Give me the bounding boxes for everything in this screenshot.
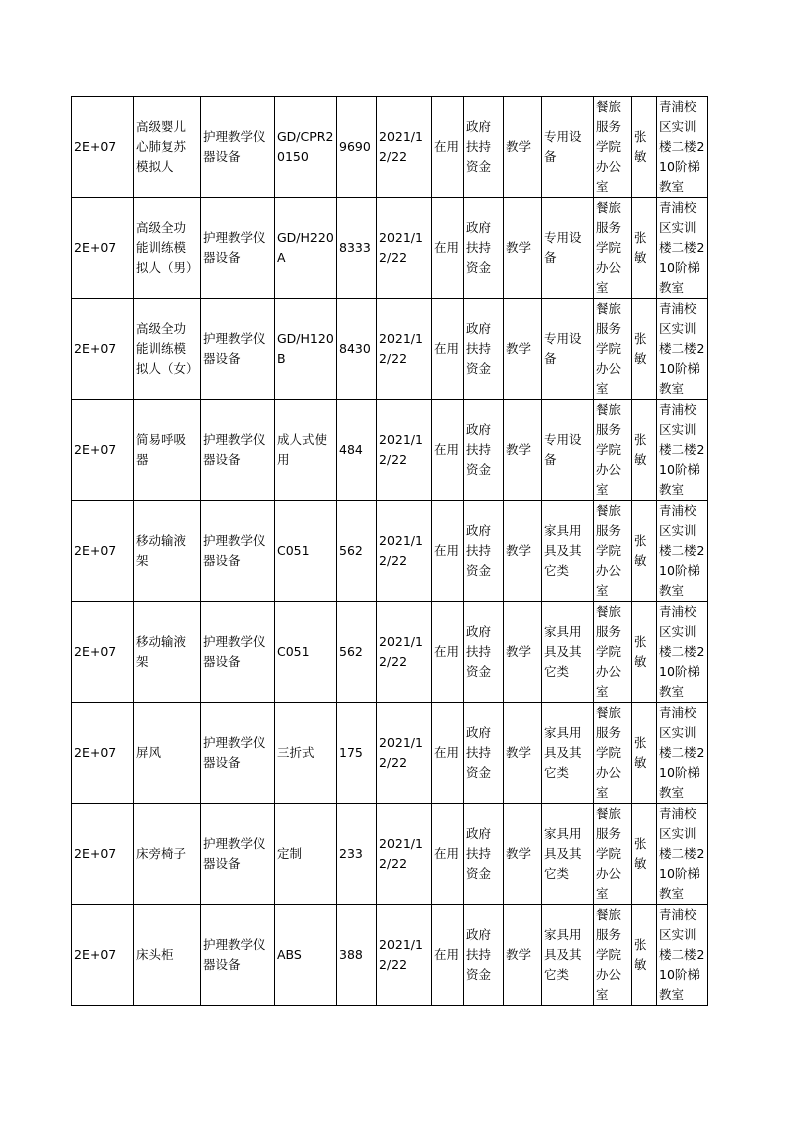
asset-date-cell: 2021/12/22 xyxy=(377,97,432,198)
asset-purpose-cell: 教学 xyxy=(504,501,542,602)
asset-category-cell: 护理教学仪器设备 xyxy=(201,97,275,198)
table-row xyxy=(72,198,708,299)
asset-purpose-cell: 教学 xyxy=(504,703,542,804)
table-row xyxy=(72,905,708,1006)
asset-model-cell: C051 xyxy=(275,602,337,703)
asset-name-cell: 移动输液架 xyxy=(134,602,201,703)
asset-code-cell: 2E+07 xyxy=(72,501,134,602)
asset-funding-cell: 政府扶持资金 xyxy=(464,905,504,1006)
asset-type-cell: 家具用具及其它类 xyxy=(542,703,594,804)
asset-category-cell: 护理教学仪器设备 xyxy=(201,703,275,804)
asset-keeper-cell: 张敏 xyxy=(632,97,657,198)
asset-code-cell: 2E+07 xyxy=(72,400,134,501)
asset-status-cell: 在用 xyxy=(432,804,464,905)
asset-code-cell: 2E+07 xyxy=(72,703,134,804)
asset-price-cell: 175 xyxy=(337,703,377,804)
asset-date-cell: 2021/12/22 xyxy=(377,905,432,1006)
asset-date-cell: 2021/12/22 xyxy=(377,501,432,602)
asset-status-cell: 在用 xyxy=(432,299,464,400)
table-row xyxy=(72,602,708,703)
asset-category-cell: 护理教学仪器设备 xyxy=(201,400,275,501)
asset-name-cell: 床旁椅子 xyxy=(134,804,201,905)
asset-category-cell: 护理教学仪器设备 xyxy=(201,299,275,400)
asset-status-cell: 在用 xyxy=(432,703,464,804)
asset-funding-cell: 政府扶持资金 xyxy=(464,602,504,703)
asset-model-cell: GD/H120B xyxy=(275,299,337,400)
asset-table xyxy=(71,96,708,1006)
asset-dept-cell: 餐旅服务学院办公室 xyxy=(594,703,632,804)
asset-keeper-cell: 张敏 xyxy=(632,804,657,905)
table-row xyxy=(72,299,708,400)
asset-type-cell: 专用设备 xyxy=(542,400,594,501)
asset-dept-cell: 餐旅服务学院办公室 xyxy=(594,602,632,703)
asset-dept-cell: 餐旅服务学院办公室 xyxy=(594,198,632,299)
asset-price-cell: 562 xyxy=(337,602,377,703)
asset-model-cell: GD/H220A xyxy=(275,198,337,299)
asset-model-cell: GD/CPR20150 xyxy=(275,97,337,198)
asset-status-cell: 在用 xyxy=(432,905,464,1006)
asset-price-cell: 484 xyxy=(337,400,377,501)
asset-type-cell: 专用设备 xyxy=(542,97,594,198)
asset-name-cell: 床头柜 xyxy=(134,905,201,1006)
asset-category-cell: 护理教学仪器设备 xyxy=(201,602,275,703)
asset-dept-cell: 餐旅服务学院办公室 xyxy=(594,97,632,198)
asset-location-cell: 青浦校区实训楼二楼210阶梯教室 xyxy=(657,97,708,198)
asset-status-cell: 在用 xyxy=(432,602,464,703)
asset-type-cell: 专用设备 xyxy=(542,198,594,299)
asset-funding-cell: 政府扶持资金 xyxy=(464,299,504,400)
asset-type-cell: 家具用具及其它类 xyxy=(542,905,594,1006)
asset-location-cell: 青浦校区实训楼二楼210阶梯教室 xyxy=(657,501,708,602)
asset-funding-cell: 政府扶持资金 xyxy=(464,198,504,299)
asset-status-cell: 在用 xyxy=(432,97,464,198)
asset-date-cell: 2021/12/22 xyxy=(377,804,432,905)
asset-status-cell: 在用 xyxy=(432,400,464,501)
asset-status-cell: 在用 xyxy=(432,198,464,299)
asset-date-cell: 2021/12/22 xyxy=(377,400,432,501)
asset-code-cell: 2E+07 xyxy=(72,299,134,400)
asset-dept-cell: 餐旅服务学院办公室 xyxy=(594,905,632,1006)
asset-model-cell: 三折式 xyxy=(275,703,337,804)
asset-status-cell: 在用 xyxy=(432,501,464,602)
asset-code-cell: 2E+07 xyxy=(72,804,134,905)
asset-purpose-cell: 教学 xyxy=(504,905,542,1006)
asset-name-cell: 简易呼吸器 xyxy=(134,400,201,501)
asset-keeper-cell: 张敏 xyxy=(632,501,657,602)
asset-name-cell: 高级婴儿心肺复苏模拟人 xyxy=(134,97,201,198)
asset-price-cell: 562 xyxy=(337,501,377,602)
asset-keeper-cell: 张敏 xyxy=(632,198,657,299)
asset-location-cell: 青浦校区实训楼二楼210阶梯教室 xyxy=(657,804,708,905)
asset-purpose-cell: 教学 xyxy=(504,602,542,703)
asset-price-cell: 8430 xyxy=(337,299,377,400)
asset-name-cell: 高级全功能训练模拟人（女） xyxy=(134,299,201,400)
asset-model-cell: ABS xyxy=(275,905,337,1006)
asset-keeper-cell: 张敏 xyxy=(632,703,657,804)
asset-location-cell: 青浦校区实训楼二楼210阶梯教室 xyxy=(657,299,708,400)
asset-category-cell: 护理教学仪器设备 xyxy=(201,804,275,905)
asset-category-cell: 护理教学仪器设备 xyxy=(201,905,275,1006)
table-row xyxy=(72,400,708,501)
asset-type-cell: 家具用具及其它类 xyxy=(542,602,594,703)
asset-name-cell: 移动输液架 xyxy=(134,501,201,602)
asset-price-cell: 8333 xyxy=(337,198,377,299)
table-row xyxy=(72,97,708,198)
asset-location-cell: 青浦校区实训楼二楼210阶梯教室 xyxy=(657,198,708,299)
asset-code-cell: 2E+07 xyxy=(72,602,134,703)
asset-dept-cell: 餐旅服务学院办公室 xyxy=(594,501,632,602)
asset-model-cell: 定制 xyxy=(275,804,337,905)
asset-code-cell: 2E+07 xyxy=(72,97,134,198)
asset-funding-cell: 政府扶持资金 xyxy=(464,703,504,804)
asset-date-cell: 2021/12/22 xyxy=(377,299,432,400)
asset-type-cell: 家具用具及其它类 xyxy=(542,501,594,602)
asset-purpose-cell: 教学 xyxy=(504,804,542,905)
asset-funding-cell: 政府扶持资金 xyxy=(464,501,504,602)
asset-name-cell: 屏风 xyxy=(134,703,201,804)
asset-location-cell: 青浦校区实训楼二楼210阶梯教室 xyxy=(657,400,708,501)
asset-model-cell: C051 xyxy=(275,501,337,602)
asset-price-cell: 233 xyxy=(337,804,377,905)
asset-purpose-cell: 教学 xyxy=(504,198,542,299)
asset-code-cell: 2E+07 xyxy=(72,198,134,299)
asset-name-cell: 高级全功能训练模拟人（男） xyxy=(134,198,201,299)
asset-keeper-cell: 张敏 xyxy=(632,602,657,703)
asset-keeper-cell: 张敏 xyxy=(632,299,657,400)
asset-purpose-cell: 教学 xyxy=(504,400,542,501)
asset-purpose-cell: 教学 xyxy=(504,97,542,198)
asset-dept-cell: 餐旅服务学院办公室 xyxy=(594,400,632,501)
asset-type-cell: 专用设备 xyxy=(542,299,594,400)
asset-funding-cell: 政府扶持资金 xyxy=(464,804,504,905)
asset-keeper-cell: 张敏 xyxy=(632,905,657,1006)
asset-code-cell: 2E+07 xyxy=(72,905,134,1006)
table-row xyxy=(72,804,708,905)
asset-date-cell: 2021/12/22 xyxy=(377,198,432,299)
asset-dept-cell: 餐旅服务学院办公室 xyxy=(594,299,632,400)
asset-keeper-cell: 张敏 xyxy=(632,400,657,501)
asset-location-cell: 青浦校区实训楼二楼210阶梯教室 xyxy=(657,602,708,703)
table-row xyxy=(72,703,708,804)
asset-location-cell: 青浦校区实训楼二楼210阶梯教室 xyxy=(657,905,708,1006)
asset-type-cell: 家具用具及其它类 xyxy=(542,804,594,905)
asset-funding-cell: 政府扶持资金 xyxy=(464,97,504,198)
asset-price-cell: 9690 xyxy=(337,97,377,198)
asset-category-cell: 护理教学仪器设备 xyxy=(201,501,275,602)
table-row xyxy=(72,501,708,602)
asset-model-cell: 成人式使用 xyxy=(275,400,337,501)
asset-date-cell: 2021/12/22 xyxy=(377,602,432,703)
asset-category-cell: 护理教学仪器设备 xyxy=(201,198,275,299)
asset-purpose-cell: 教学 xyxy=(504,299,542,400)
asset-funding-cell: 政府扶持资金 xyxy=(464,400,504,501)
asset-dept-cell: 餐旅服务学院办公室 xyxy=(594,804,632,905)
asset-price-cell: 388 xyxy=(337,905,377,1006)
asset-date-cell: 2021/12/22 xyxy=(377,703,432,804)
asset-location-cell: 青浦校区实训楼二楼210阶梯教室 xyxy=(657,703,708,804)
